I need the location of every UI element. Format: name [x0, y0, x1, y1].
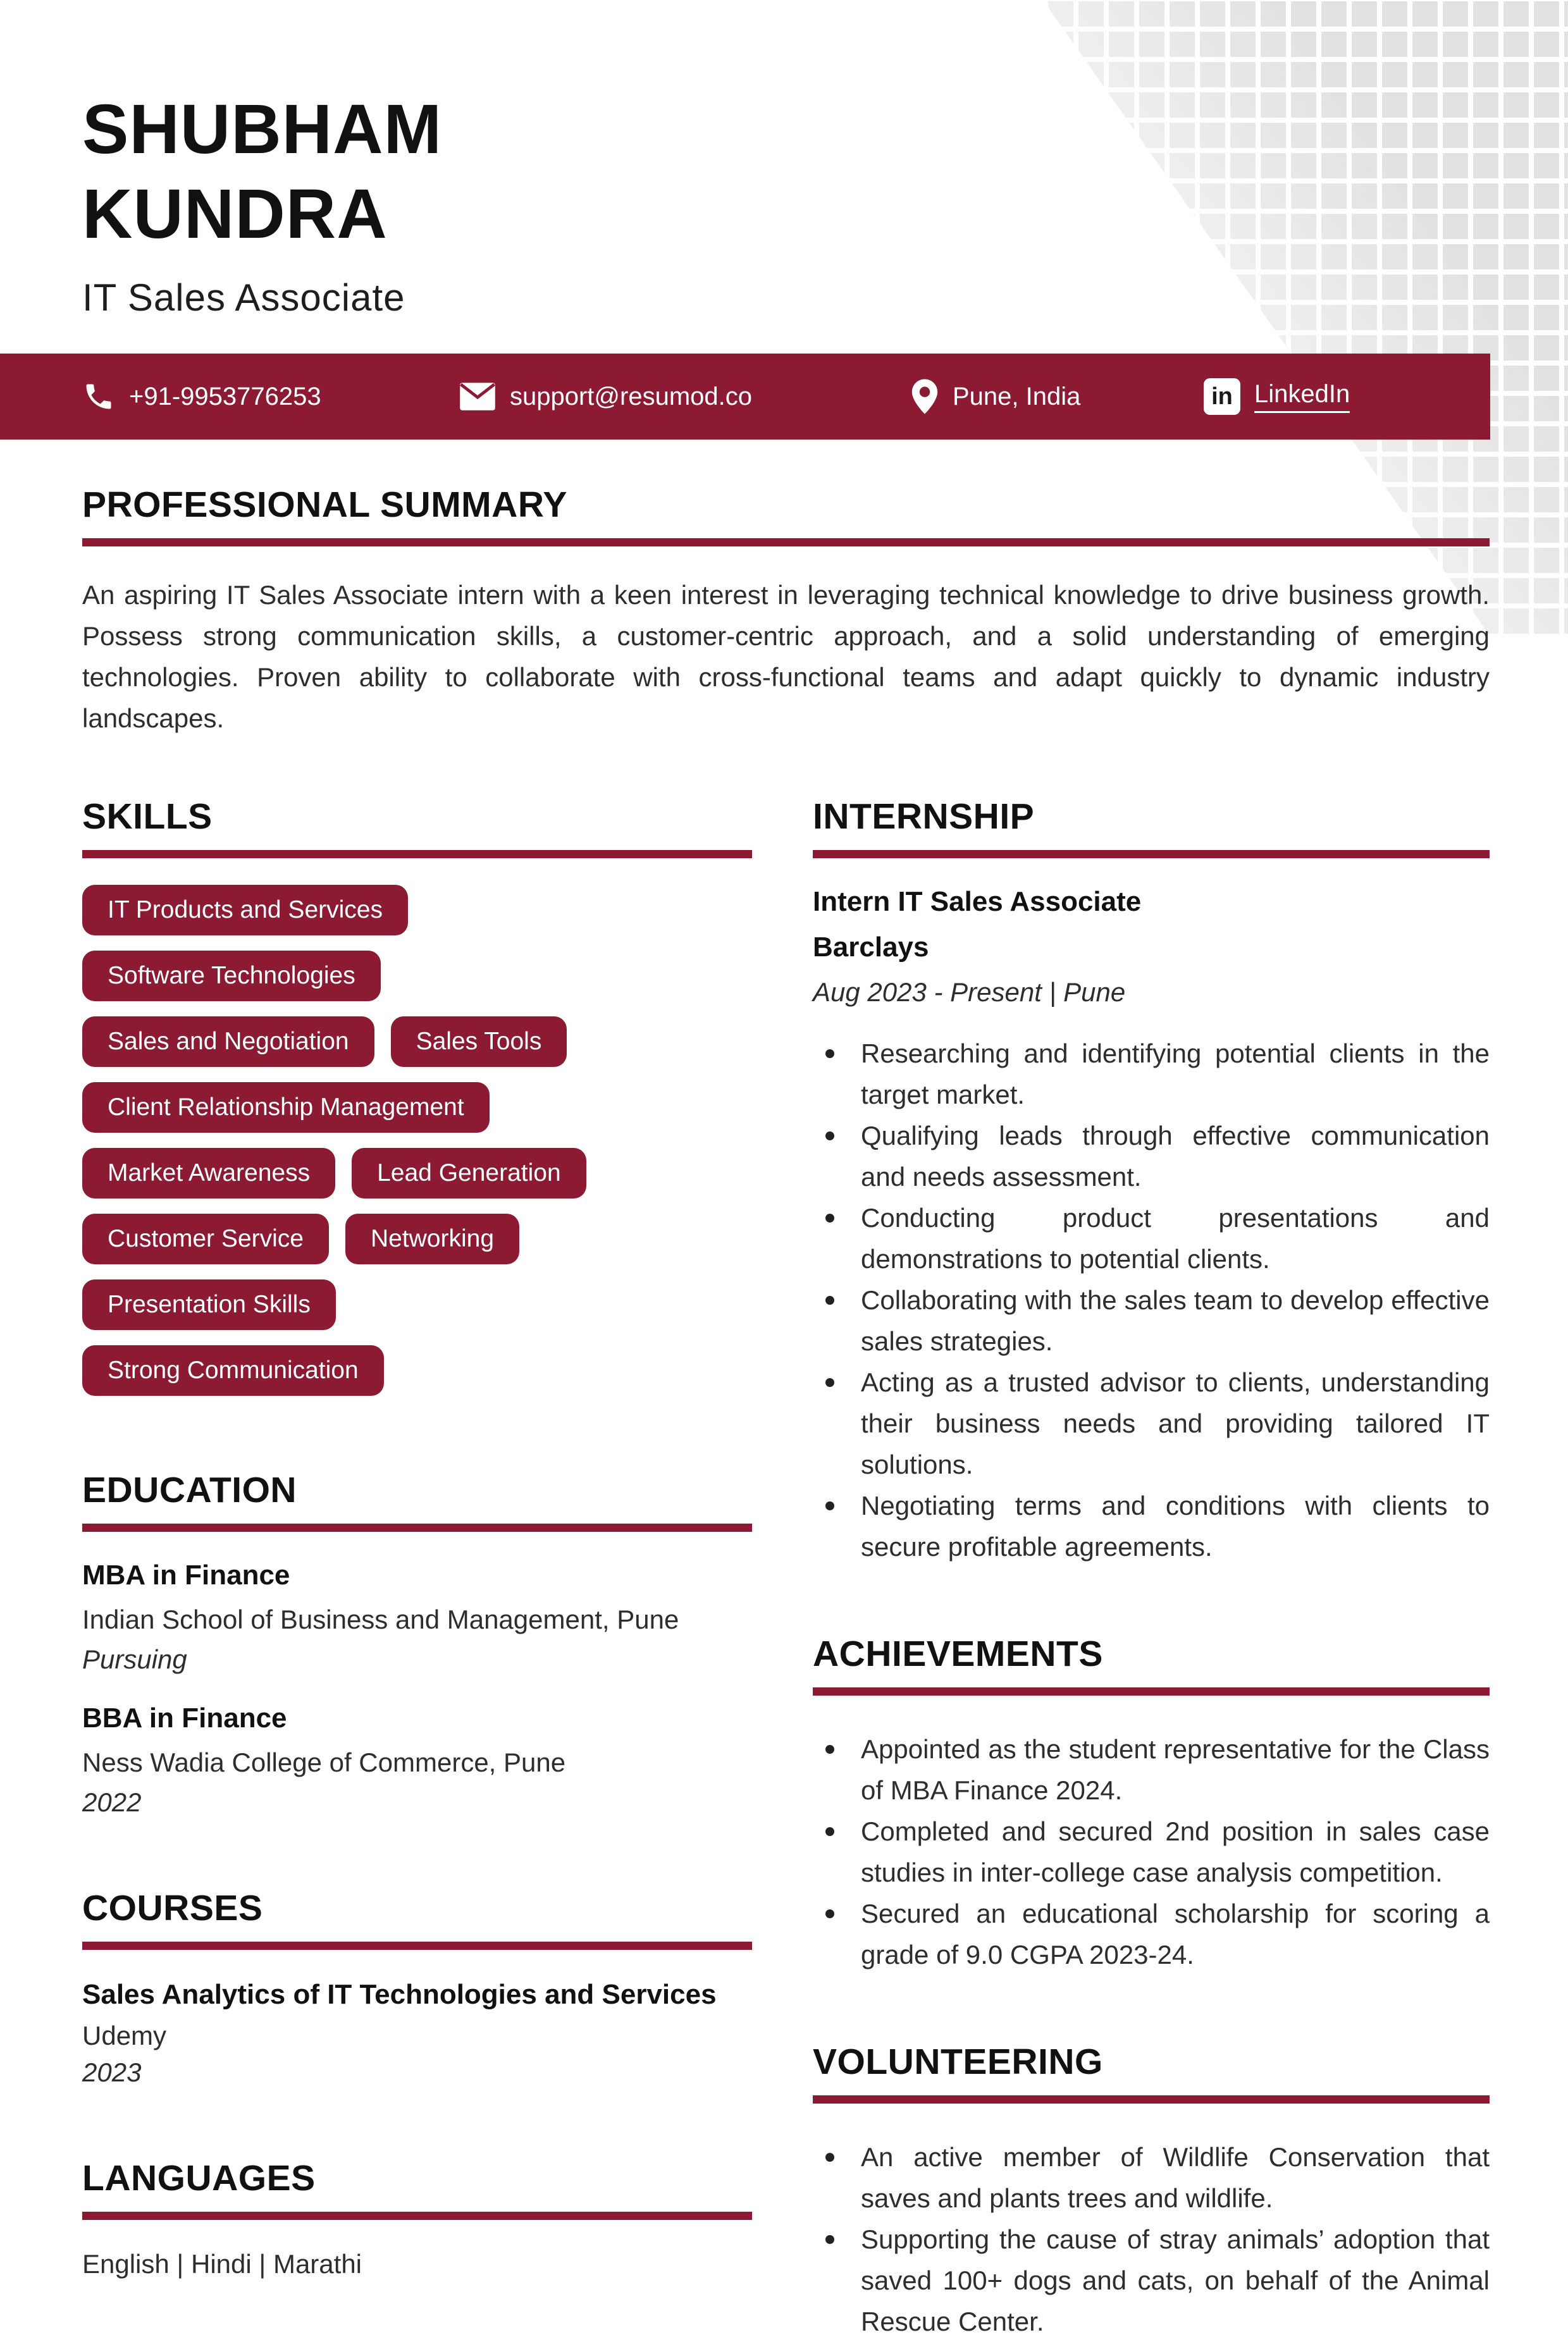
courses-heading-rule	[82, 1942, 752, 1950]
course-name: Sales Analytics of IT Technologies and Services	[82, 1979, 717, 2010]
skill-chip: Customer Service	[82, 1214, 329, 1264]
summary-heading: PROFESSIONAL SUMMARY	[82, 484, 567, 525]
education-status: Pursuing	[82, 1644, 187, 1674]
education-degree: MBA in Finance	[82, 1560, 290, 1591]
education-entry	[82, 1703, 752, 1818]
education-heading-rule	[82, 1524, 752, 1532]
person-name	[82, 87, 1490, 257]
skills-chip-row	[82, 1279, 752, 1330]
education-school: Indian School of Business and Management, Pune	[82, 1605, 679, 1634]
section-courses	[82, 1887, 752, 2088]
course-entry	[82, 1979, 752, 2088]
internship-bullet: Collaborating with the sales team to develop effective sales strategies.	[813, 1279, 1490, 1362]
skills-chip-row	[82, 1214, 752, 1264]
skill-chip: IT Products and Services	[82, 885, 408, 935]
skills-chip-list	[82, 885, 752, 1396]
contact-email-text: support@resumod.co	[510, 382, 753, 410]
person-name-line2: KUNDRA	[82, 175, 388, 253]
course-year: 2023	[82, 2057, 142, 2087]
achievement-bullet: Appointed as the student representative for the Class of MBA Finance 2024.	[813, 1729, 1490, 1811]
education-degree: BBA in Finance	[82, 1703, 287, 1734]
two-column-layout	[82, 796, 1490, 2342]
contact-phone-text: +91-9953776253	[129, 382, 321, 410]
person-name-line1: SHUBHAM	[82, 90, 443, 168]
achievements-heading-rule	[813, 1687, 1490, 1696]
skills-chip-row	[82, 1016, 752, 1067]
section-achievements	[813, 1633, 1490, 1975]
skills-chip-row	[82, 1082, 752, 1133]
skill-chip: Software Technologies	[82, 951, 381, 1001]
skills-heading: SKILLS	[82, 796, 213, 837]
internship-heading-rule	[813, 850, 1490, 858]
contact-location-text: Pune, India	[953, 382, 1081, 410]
contact-linkedin[interactable]	[1204, 354, 1350, 440]
volunteering-bullet: Supporting the cause of stray animals’ adoption that saved 100+ dogs and cats, on behalf of the Animal Rescue Center.	[813, 2219, 1490, 2342]
education-entry	[82, 1560, 752, 1675]
education-school: Ness Wadia College of Commerce, Pune	[82, 1747, 566, 1777]
achievement-bullet: Secured an educational scholarship for scoring a grade of 9.0 CGPA 2023-24.	[813, 1893, 1490, 1975]
phone-icon	[82, 380, 115, 413]
skill-chip: Sales Tools	[391, 1016, 567, 1067]
education-status: 2022	[82, 1787, 142, 1817]
languages-heading: LANGUAGES	[82, 2158, 316, 2198]
location-pin-icon	[911, 379, 939, 414]
section-volunteering	[813, 2041, 1490, 2342]
volunteering-heading-rule	[813, 2095, 1490, 2104]
section-languages	[82, 2157, 752, 2279]
contact-phone	[82, 354, 321, 440]
main-content	[0, 484, 1568, 2342]
volunteering-bullet-list	[813, 2136, 1490, 2342]
section-skills	[82, 796, 752, 1396]
languages-heading-rule	[82, 2212, 752, 2220]
skill-chip: Sales and Negotiation	[82, 1016, 374, 1067]
internship-bullet: Conducting product presentations and demonstrations to potential clients.	[813, 1197, 1490, 1279]
contact-email	[459, 354, 752, 440]
skill-chip: Market Awareness	[82, 1148, 335, 1199]
skills-chip-row	[82, 885, 752, 935]
linkedin-icon: in	[1204, 378, 1240, 415]
internship-bullet: Qualifying leads through effective communication and needs assessment.	[813, 1115, 1490, 1197]
volunteering-bullet: An active member of Wildlife Conservation that saves and plants trees and wildlife.	[813, 2136, 1490, 2219]
mail-icon	[459, 382, 496, 411]
section-education	[82, 1469, 752, 1818]
internship-heading: INTERNSHIP	[813, 796, 1035, 837]
left-column	[82, 796, 752, 2279]
right-column	[813, 796, 1490, 2342]
achievements-bullet-list	[813, 1729, 1490, 1975]
skill-chip: Lead Generation	[352, 1148, 586, 1199]
course-provider: Udemy	[82, 2021, 167, 2050]
section-internship	[813, 796, 1490, 1567]
header	[0, 0, 1568, 319]
person-job-title: IT Sales Associate	[82, 276, 405, 319]
achievement-bullet: Completed and secured 2nd position in sales case studies in inter-college case analysis competition.	[813, 1811, 1490, 1893]
internship-bullet: Negotiating terms and conditions with clients to secure profitable agreements.	[813, 1485, 1490, 1567]
languages-list: English | Hindi | Marathi	[82, 2249, 362, 2279]
internship-bullet-list	[813, 1033, 1490, 1567]
internship-role: Intern IT Sales Associate	[813, 886, 1142, 917]
skill-chip: Client Relationship Management	[82, 1082, 490, 1133]
skills-chip-row	[82, 1345, 752, 1396]
skills-chip-row	[82, 951, 752, 1001]
contact-bar	[0, 354, 1490, 440]
skill-chip: Strong Communication	[82, 1345, 384, 1396]
linkedin-link[interactable]: LinkedIn	[1254, 380, 1350, 413]
courses-heading: COURSES	[82, 1888, 263, 1928]
skill-chip: Networking	[345, 1214, 519, 1264]
section-professional-summary	[82, 484, 1490, 739]
skills-chip-row	[82, 1148, 752, 1199]
volunteering-heading: VOLUNTEERING	[813, 2042, 1103, 2082]
internship-bullet: Acting as a trusted advisor to clients, understanding their business needs and providing tailored IT solutions.	[813, 1362, 1490, 1485]
internship-bullet: Researching and identifying potential clients in the target market.	[813, 1033, 1490, 1115]
summary-heading-rule	[82, 538, 1490, 546]
education-heading: EDUCATION	[82, 1470, 297, 1510]
contact-location	[911, 354, 1080, 440]
achievements-heading: ACHIEVEMENTS	[813, 1634, 1103, 1674]
summary-text: An aspiring IT Sales Associate intern with a keen interest in leveraging technical knowledge to drive business growth. Possess strong communication skills, a customer-centric approach, and a solid understanding of emerging technologies. Proven ability to collaborate with cross-functional teams and adapt quickly to dynamic industry landscapes.	[82, 580, 1490, 733]
skills-heading-rule	[82, 850, 752, 858]
internship-period: Aug 2023 - Present | Pune	[813, 977, 1126, 1007]
internship-company: Barclays	[813, 932, 929, 963]
skill-chip: Presentation Skills	[82, 1279, 336, 1330]
